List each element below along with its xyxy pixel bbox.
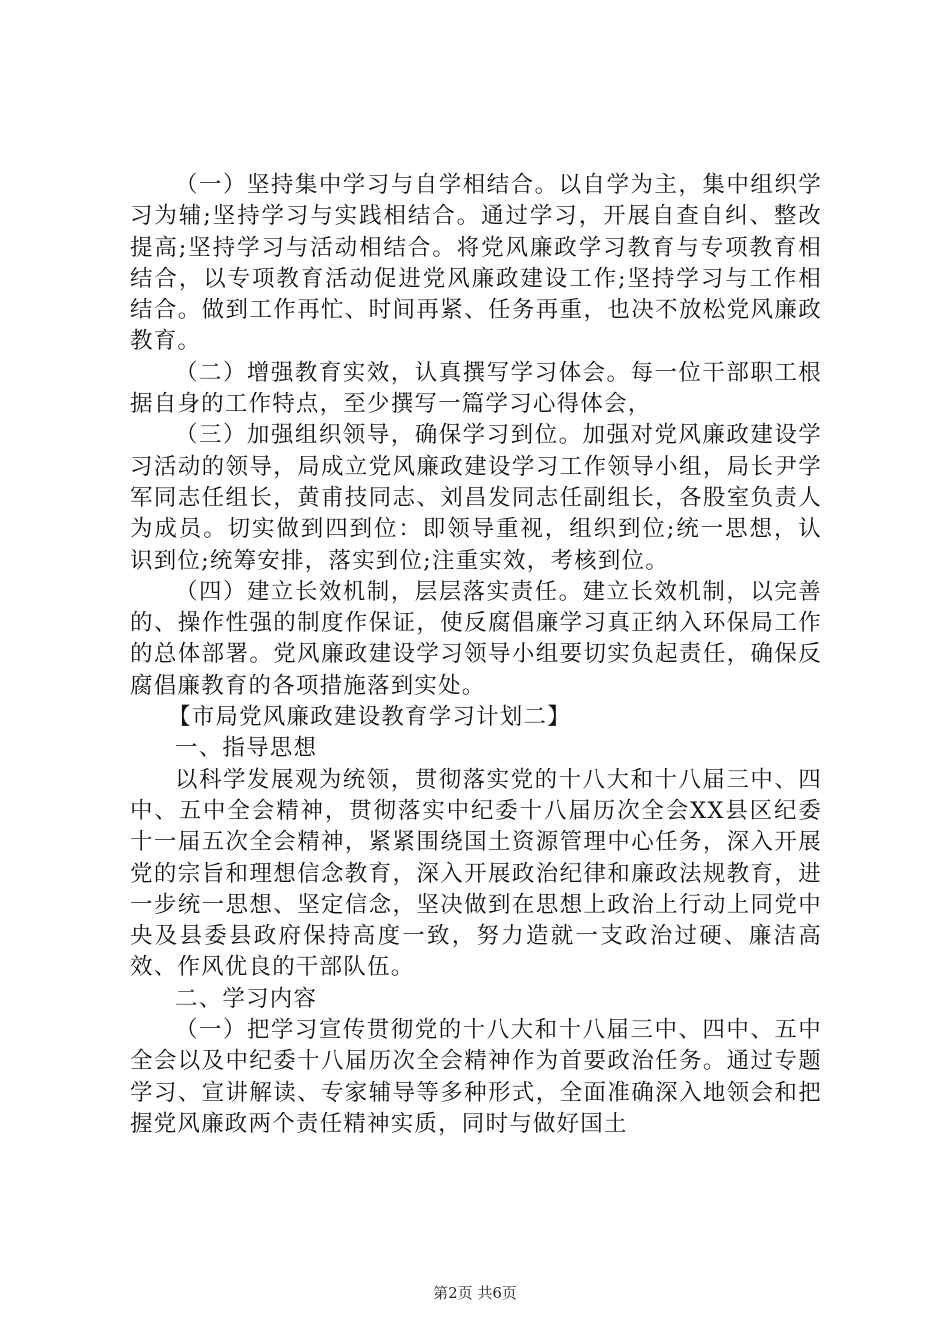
paragraph-long-term-mechanism: （四）建立长效机制，层层落实责任。建立长效机制，以完善的、操作性强的制度作保证，使反腐倡廉学习真正纳入环保局工作的总体部署。党风廉政建设学习领导小组要切实负起责任，确保反腐倡廉教育的各项措施落到实处。 xyxy=(130,578,822,699)
paragraph-organization-leadership: （三）加强组织领导，确保学习到位。加强对党风廉政建设学习活动的领导，局成立党风廉政建设学习工作领导小组，局长尹学军同志任组长，黄甫技同志、刘昌发同志任副组长，各股室负责人为成员。切实做到四到位：即领导重视，组织到位;统一思想，认识到位;统筹安排，落实到位;注重实效，考核到位。 xyxy=(130,422,822,574)
document-body xyxy=(130,170,822,1140)
page-number-footer: 第2页 共6页 xyxy=(433,1284,517,1302)
paragraph-guiding-ideology: 以科学发展观为统领，贯彻落实党的十八大和十八届三中、四中、五中全会精神，贯彻落实中纪委十八届历次全会XX县区纪委十一届五次全会精神，紧紧围绕国土资源管理中心任务，深入开展党的宗旨和理想信念教育，深入开展政治纪律和廉政法规教育，进一步统一思想、坚定信念，坚决做到在思想上政治上行动上同党中央及县委县政府保持高度一致，努力造就一支政治过硬、廉洁高效、作风优良的干部队伍。 xyxy=(130,766,822,981)
heading-study-content: 二、学习内容 xyxy=(175,985,318,1012)
paragraph-study-methods: （一）坚持集中学习与自学相结合。以自学为主，集中组织学习为辅;坚持学习与实践相结合。通过学习，开展自查自纠、整改提高;坚持学习与活动相结合。将党风廉政学习教育与专项教育相结合，以专项教育活动促进党风廉政建设工作;坚持学习与工作相结合。做到工作再忙、时间再紧、任务再重，也决不放松党风廉政教育。 xyxy=(130,172,822,355)
heading-guiding-ideology: 一、指导思想 xyxy=(175,735,318,762)
section-title: 【市局党风廉政建设教育学习计划二】 xyxy=(168,704,571,731)
paragraph-study-content-1: （一）把学习宣传贯彻党的十八大和十八届三中、四中、五中全会以及中纪委十八届历次全会精神作为首要政治任务。通过专题学习、宣讲解读、专家辅导等多种形式，全面准确深入地领会和把握党风廉政两个责任精神实质，同时与做好国土 xyxy=(130,1017,822,1137)
paragraph-education-effect: （二）增强教育实效，认真撰写学习体会。每一位干部职工根据自身的工作特点，至少撰写一篇学习心得体会， xyxy=(130,359,822,418)
